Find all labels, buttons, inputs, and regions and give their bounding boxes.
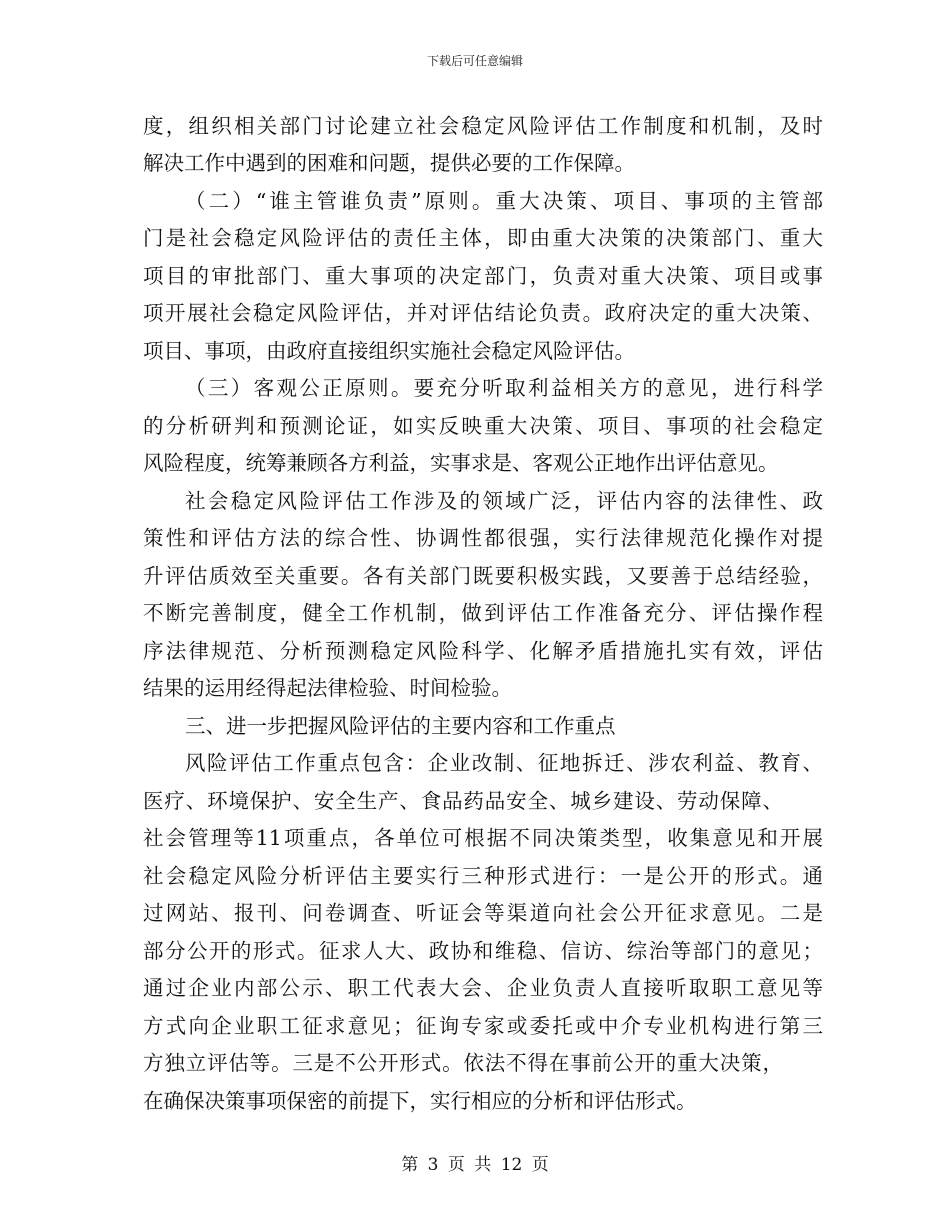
- text-line: 方式向企业职工征求意见；征询专家或委托或中介专业机构进行第三: [143, 1014, 823, 1038]
- text-line: 过网站、报刊、问卷调查、听证会等渠道向社会公开征求意见。二是: [143, 901, 823, 925]
- text-line: 项开展社会稳定风险评估，并对评估结论负责。政府决定的重大决策、: [143, 301, 823, 325]
- text-line: 解决工作中遇到的困难和问题，提供必要的工作保障。: [143, 151, 635, 175]
- paragraph-first-line: 社会稳定风险评估工作涉及的领域广泛，评估内容的法律性、政: [185, 489, 823, 513]
- text-line: 的分析研判和预测论证，如实反映重大决策、项目、事项的社会稳定: [143, 414, 823, 438]
- paragraph-first-line: 风险评估工作重点包含：企业改制、征地拆迁、涉农利益、教育、: [185, 751, 823, 775]
- text-line: 在确保决策事项保密的前提下，实行相应的分析和评估形式。: [143, 1089, 697, 1113]
- text-line: 序法律规范、分析预测稳定风险科学、化解矛盾措施扎实有效，评估: [143, 639, 823, 663]
- page-footer: 第 3 页 共 12 页: [401, 1155, 549, 1175]
- text-line: 通过企业内部公示、职工代表大会、企业负责人直接听取职工意见等: [143, 976, 823, 1000]
- text-line: 项目、事项，由政府直接组织实施社会稳定风险评估。: [143, 339, 635, 363]
- text-line: 度，组织相关部门讨论建立社会稳定风险评估工作制度和机制，及时: [143, 114, 823, 138]
- section-heading: 三、进一步把握风险评估的主要内容和工作重点: [185, 714, 616, 738]
- text-line: 策性和评估方法的综合性、协调性都很强，实行法律规范化操作对提: [143, 526, 823, 550]
- text-line: 风险程度，统筹兼顾各方利益，实事求是、客观公正地作出评估意见。: [143, 451, 779, 475]
- paragraph-first-line: （二）“谁主管谁负责”原则。重大决策、项目、事项的主管部: [185, 189, 823, 213]
- text-line: 部分公开的形式。征求人大、政协和维稳、信访、综治等部门的意见；: [143, 939, 823, 963]
- text-line: 结果的运用经得起法律检验、时间检验。: [143, 676, 512, 700]
- text-line: 方独立评估等。三是不公开形式。依法不得在事前公开的重大决策，: [143, 1051, 783, 1075]
- text-line: 医疗、环境保护、安全生产、食品药品安全、城乡建设、劳动保障、: [143, 789, 783, 813]
- text-line: 不断完善制度，健全工作机制，做到评估工作准备充分、评估操作程: [143, 601, 823, 625]
- text-line: 社会管理等11项重点，各单位可根据不同决策类型，收集意见和开展: [143, 826, 823, 850]
- page-header: 下载后可任意编辑: [426, 54, 523, 68]
- text-line: 门是社会稳定风险评估的责任主体，即由重大决策的决策部门、重大: [143, 226, 823, 250]
- text-line: 项目的审批部门、重大事项的决定部门，负责对重大决策、项目或事: [143, 264, 823, 288]
- text-line: 升评估质效至关重要。各有关部门既要积极实践，又要善于总结经验，: [143, 564, 823, 588]
- text-line: 社会稳定风险分析评估主要实行三种形式进行：一是公开的形式。通: [143, 864, 823, 888]
- paragraph-first-line: （三）客观公正原则。要充分听取利益相关方的意见，进行科学: [185, 376, 823, 400]
